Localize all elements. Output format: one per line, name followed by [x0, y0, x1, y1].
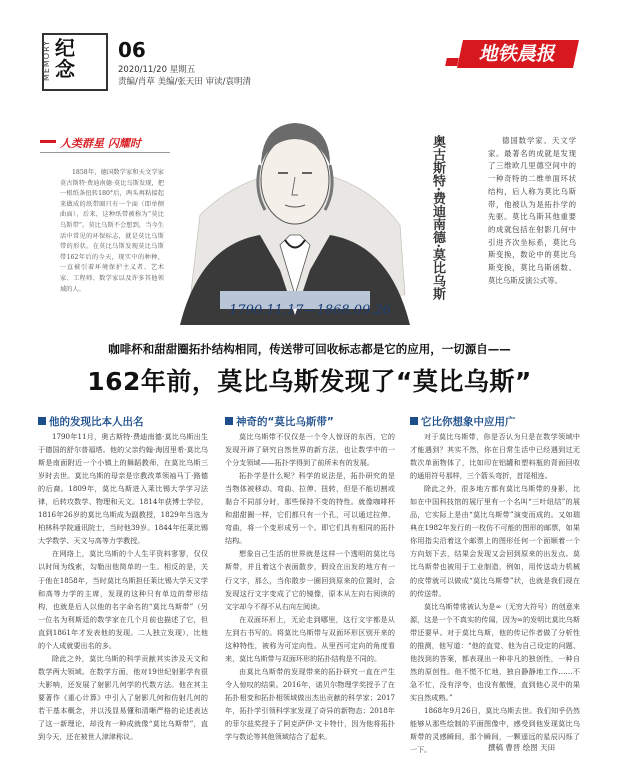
column-1-heading — [38, 414, 144, 429]
paragraph: 1868年9月26日，莫比乌斯去世。我们知乎仍然能够从那些绘制的平面图像中，感受到他发现莫比乌斯带的灵感瞬间，那个瞬间，一颗遥远的星辰闪烁了一下。 — [410, 705, 580, 755]
paragraph: 想象自己生活的世界就是这样一个透明的莫比乌斯带，并且着这个表面散步，假设在出发的地方有一行文字，那么，当你散步一圈回到原来的位置时，会发现这行文字变成了它的镜像，原本从左向右阅读的文字却今不得不从右向左阅读。 — [225, 549, 395, 611]
date-line: 2020/11/20 星期五 — [118, 65, 196, 75]
vertical-title: 奥古斯特·费迪南德·莫比乌斯 — [430, 135, 445, 301]
intro-text: 1858年，德国数学家和天文学家莫古斯特·费迪南德·莫比乌斯发现，把一根纸条扭转180°后，两头再粘接起来做成的纸带圈只有一个面（即单侧曲面），后来，这种纸带被称为“莫比乌斯带”。莫比乌斯不会想到，当今生活中常见的环保标志，就是莫比乌斯带的形状。在莫比乌斯发现莫比乌斯带162年后的今天，现实中的种种，一直被引着环境保护主义者、艺术家、工程师、数学家以及许多其他领域的人。 — [60, 169, 164, 293]
series-tag-plain: 人类群星 — [60, 137, 104, 150]
square-bullet-icon — [410, 417, 418, 425]
square-bullet-icon — [38, 417, 46, 425]
paragraph: 在网络上，莫比乌斯的个人生平资料寥寥，仅仅以时间为线索，勾勒出他简单的一生。相反的是，关于他在1858年，当时莫比乌斯担任莱比锡大学天文学和高等力学的主席，发现的这种只有单边的带形结构，也就是后人以他的名字命名的“莫比乌斯带”（另一位名为利斯廷的数学家在几个月前也描述了它，但直到1861年才发表他的发现。二人独立发现），比他的个人成就要出名的多。 — [38, 549, 208, 650]
headline-title: 162年前，莫比乌斯发现了“莫比乌斯” — [87, 367, 532, 396]
paragraph: 由莫比乌斯带的发现带来的拓扑研究一直在产生令人惊叹的结果。2016年，诺贝尔物理学奖授予了在拓扑相变和拓扑相领域做出杰出贡献的科学家；2017年，拓扑学引领科学家发现了奇异的新物态；2018年的菲尔兹奖授予了阿克萨伊·文卡特什，因为他将拓扑学与数论等其他领域结合了起来。 — [225, 666, 395, 742]
paragraph: 莫比乌斯带常被认为是∞（无穷大符号）的创意来源，这是一个不真实的传闻，因为∞的发明比莫比乌斯带还要早。对于莫比乌斯，他的传记作者做了分析性的推测，他写道：“他的直觉、他为自己设定的问题、他找到的答案，都表现出一种非凡的独创性，一种自然的原创性。他不慌不忙地，独自静静地工作……不急不忙，没有浮夸，也没有傲慢，直到他心灵中的果实自然成熟。” — [410, 601, 580, 702]
headline-kicker: 咖啡杯和甜甜圈拓扑结构相同，传送带可回收标志都是它的应用，一切源自—— — [108, 342, 511, 356]
paragraph: 拓扑学是什么呢？科学的说法是，拓扑研究的是当物体被移动、弯曲、拉伸、扭转，但是不能切割或黏合不同部分时，那些保持不变的特性。就像咖啡杯和甜甜圈一样，它们都只有一个孔，可以通过拉伸、弯曲，将一个变形成另一个。即它们具有相同的拓扑结构。 — [225, 471, 395, 546]
tag-divider — [40, 152, 170, 153]
series-tag — [60, 135, 141, 151]
paragraph: 在双面环形上，无论走到哪里，这行文字都是从左到右书写的。将莫比乌斯带与双面环形区别开来的这种特性，被称为可定向性。从里西可定向的角度看来，莫比乌斯带与双面环形的拓扑结构是不同的。 — [225, 614, 395, 663]
column-2-heading-text: 神奇的“莫比乌斯带” — [236, 416, 334, 428]
staff-line: 责编/肖草 美编/张天田 审读/袁明清 — [118, 77, 251, 87]
column-3-body — [410, 430, 580, 756]
section-title: 纪念 — [55, 36, 75, 81]
newspaper-logo: 地铁晨报 — [457, 40, 579, 68]
byline-credit: 撰稿 曹晋 绘图 天田 — [488, 743, 556, 752]
biography: 德国数学家、天文学家。最著名的成就是发现了三维欧几里德空间中的一种奇特的二维单面环状结构，后人称为莫比乌斯带，他被认为是拓扑学的先驱。莫比乌斯其他重要的成就包括在射影几何中引进齐次坐标系，莫比乌斯变换，数论中的莫比乌斯变换，莫比乌斯函数、莫比乌斯反演公式等。 — [488, 136, 576, 285]
column-2-body — [225, 430, 395, 743]
tag-accent-bar — [40, 140, 56, 143]
column-3-heading-text: 它比你想象中应用广 — [421, 416, 516, 428]
series-tag-accent: 闪耀时 — [107, 137, 141, 150]
paragraph: 除此之外，很多地方都有莫比乌斯带的身影，比如在中国科技馆的展厅里有一个名叫“三叶纽结”的展品，它实际上是由“莫比乌斯带”演变而成的。又如瑞典在1982年发行的一枚仿不可能的图形的邮票，如果你用指尖沿着这个邮票上的图形任何一个面顺着一个方向划下去，结果会发现又会回到原来的出发点。莫比乌斯带也被用于工业制造，例如，用传送动力机械的皮带就可以做成“莫比乌斯带”状，也就是我们现在的传送带。 — [410, 484, 580, 598]
column-1-body — [38, 430, 208, 743]
paragraph: 1790年11月，奥古斯特·费迪南德·莫比乌斯出生于德国的舒尔普福塔。他的父亲约翰·海因里希·莫比乌斯是南面附近一个小镇上的舞蹈教师，在莫比乌斯三岁时去世。莫比乌斯的母亲是宗教改革领袖马丁·路德的后裔。1809年，莫比乌斯进入莱比锡大学学习法律，后转攻数学、物理和天文。1814年获博士学位，1816年26岁的莫比乌斯成为副教授，1829年当选为柏林科学院通讯院士，当时他39岁。1844年任莱比锡大学数学、天文与高等力学教授。 — [38, 432, 208, 546]
life-dates: 1790.11.17—1868.09.26 — [229, 303, 391, 318]
column-2-heading — [225, 414, 334, 429]
paragraph: 对于莫比乌斯带，你是否认为只是在数学领域中才能遇到？其实不然，你在日常生活中已经遇到过无数次单面物体了，比如印在铝罐和塑料瓶的背面回收的通用符号那样，三个箭头弯折，首尾相连。 — [410, 432, 580, 481]
section-subtitle: MEMORY — [42, 39, 52, 82]
column-3-heading — [410, 414, 516, 429]
column-1-heading-text: 他的发现比本人出名 — [49, 416, 144, 428]
portrait-illustration — [170, 95, 420, 335]
page-number: 06 — [118, 38, 146, 62]
square-bullet-icon — [225, 417, 233, 425]
paragraph: 除此之外，莫比乌斯的科学贡献其实涉及天文和数学两大领域。在数学方面，他对19世纪射影学有很大影响，还发展了射影几何学的代数方法。他在其主要著作《重心计算》中引入了射影几何和仿射几何的若干基本概念，并以浅显易懂和清晰严格的论述表达了这一新理论，却没有一种成就像“莫比乌斯带”，直到今天，还在被世人津津称议。 — [38, 653, 208, 742]
paragraph: 莫比乌斯带不仅仅是一个令人惊讶的东西，它的发现开辟了研究自然世界的新方法，也让数学中的一个分支领域——拓扑学得到了前所未有的发展。 — [225, 432, 395, 468]
